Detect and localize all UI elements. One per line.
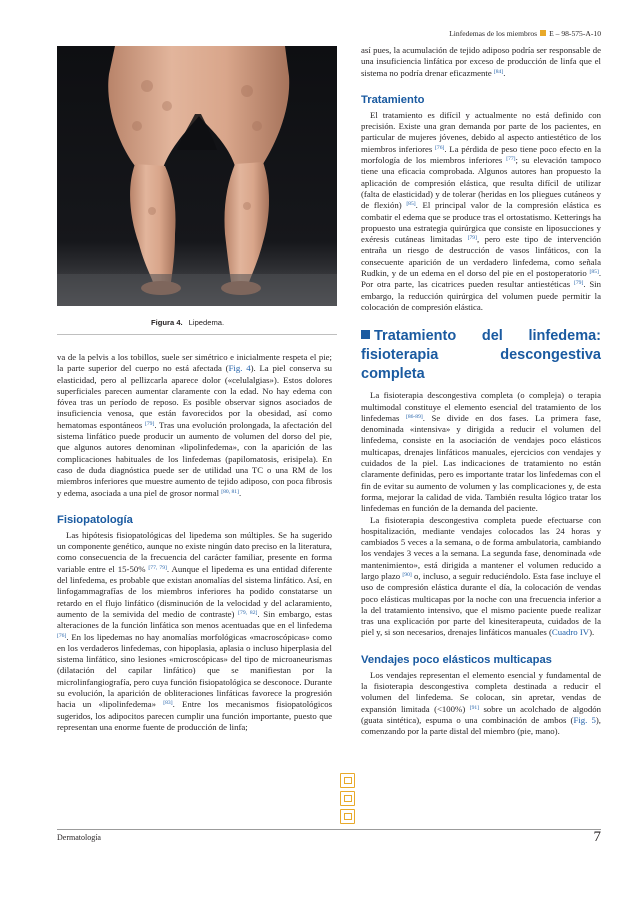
text: ; su elevación tampoco tiene una eficacia comprobada. Algunos autores han propuesto la aplicación de compresión elástica, que resulta difícil de utilizar (falta de elasticidad) y de tolerar (heridas en los pliegues cutáneos y de flexión): [361, 155, 601, 211]
legs-illustration: [57, 46, 337, 306]
reference-link[interactable]: [76]: [57, 632, 67, 639]
text: . Tras una evolución prolongada, la afectación del sistema linfático puede producir un aumento de volumen del dorso del pie, que algunos autores denominan «lipolinfedema», con la aparición de las complicaciones habituales de los linfedemas (papilomatosis, erisipela). En caso de duda diagnóstica puede ser de utilidad una TC o una RM de los miembros inferiores que muestre aumento de tejido adiposo, con poca fibrosis y edema, asociada a una piel de grosor normal: [57, 419, 332, 498]
text: Las hipótesis fisiopatológicas del lipedema son múltiples. Se ha sugerido un componente genético, aunque no existe ningún dato preciso en la literatura, como consecuencia de la frecuencia del carácter familiar, presente en forma variable entre el 15-50%: [57, 529, 332, 574]
text: . Aunque el lipedema es una entidad diferente del linfedema, es probable que existan anomalías del sistema linfático. Así, en linfogammagrafías de los miembros inferiores ha podido constatarse un retardo en el flujo linfático (disminución de la velocidad y del aclaramiento, aumento de la semivida del medio de contraste): [57, 563, 332, 619]
text: ), comenzando por la parte distal del miembro (pie, mano).: [361, 714, 601, 737]
reference-link[interactable]: [79, 82]: [238, 609, 258, 616]
figure-photo-lipedema: [57, 46, 337, 306]
reference-link[interactable]: [77]: [506, 156, 516, 163]
right-column: [361, 45, 601, 738]
document-icon[interactable]: [340, 791, 355, 806]
text: . El principal valor de la compresión elástica es combatir el edema que se produce tras el ortostatismo. Ketterings ha propuesto una estrategia quirúrgica que consiste en liposucciones y exéresis cutáneas limitadas: [361, 200, 601, 245]
text: La fisioterapia descongestiva completa (o compleja) o terapia multimodal constituye el elemento esencial del tratamiento de los linfedemas: [361, 390, 601, 423]
paragraph-lipedema-clinica: [57, 352, 332, 499]
text: . La pérdida de peso tiene poco efecto en la morfología de los miembros inferiores: [361, 143, 601, 166]
text: . Se divide en dos fases. La primera fase, denominada «intensiva» y dirigida a reducir el volumen del linfedema, consiste en la asociación de vendajes poco elásticos multicapas, drenajes linfáticos manuales, ejercicios con vendajes y cuidados de la piel. Las indicaciones de tratamiento no están claramente definidas, pero es importante tratar los linfedemas con el fin de evitar su aumento de volumen y las complicaciones y, de esta forma, mejorar la calidad de vida. También resulta lógico tratar los linfedemas en función de la demanda del paciente.: [361, 412, 601, 514]
running-head-code: E – 98-575-A-10: [549, 29, 601, 38]
paragraph-fisioterapia-fases: [361, 390, 601, 514]
text: . Sin embargo, estas alteraciones de la función linfática son menos acentuadas que en el linfedema: [57, 608, 332, 631]
left-column: [57, 352, 332, 733]
reference-link[interactable]: [90]: [402, 571, 412, 578]
text: ). La piel conserva su elasticidad, pero al pellizcarla aparece dolor («celulalgias»). Estos dolores superficiales parecen aumentar claramente con la edad. No hay edema con fóvea tras un período de reposo. Es posible observar signos asociados de insuficiencia venosa, que están favorecidos por la obesidad, así como hematomas espontáneos: [57, 363, 332, 430]
margin-icons: [340, 773, 356, 827]
heading-text: Tratamiento del linfedema: fisioterapia descongestiva completa: [361, 328, 601, 383]
footer-rule: [57, 829, 601, 830]
text: . Entre los mecanismos fisiopatológicos sugeridos, los adipocitos parecen cumplir una función importante, puesto que representan una enorme fuente de producción de linfa;: [57, 699, 332, 732]
square-bullet-icon: [361, 330, 370, 339]
text: .: [503, 67, 506, 78]
text: La fisioterapia descongestiva completa puede efectuarse con hospitalización, mediante vendajes colocados las 24 horas y cambiados 5 veces a la semana, o de forma ambulatoria, cambiando los vendajes 3 veces a la semana. La segunda fase, denominada «de mantenimiento», está dirigida a mantener el volumen reducido a largo plazo: [361, 514, 601, 581]
reference-link[interactable]: [80, 81]: [221, 488, 239, 495]
reference-link[interactable]: [79]: [144, 420, 155, 427]
text: , pero este tipo de intervención entraña un riesgo de destrucción de vasos linfáticos, con la consecuente aparición de un verdadero linfedema, como señala Rudkin, y de un edema en el dorso del pie en el postoperatorio: [361, 234, 601, 279]
paragraph-continuacion: [361, 45, 601, 79]
reference-link[interactable]: [85]: [406, 201, 416, 208]
reference-link[interactable]: [85]: [589, 269, 599, 276]
text: El tratamiento es difícil y actualmente no está definido con precisión. Existe una gran demanda por parte de los pacientes, en particular de mujeres jóvenes, debido al aspecto antiestético de los miembros inferiores: [361, 109, 601, 154]
link-cuadro-iv[interactable]: Cuadro IV: [551, 627, 590, 638]
heading-vendajes: Vendajes poco elásticos multicapas: [361, 653, 552, 666]
figure-caption: [57, 309, 337, 335]
paragraph-fisioterapia-modalidades: [361, 515, 601, 639]
footer-journal: Dermatología: [57, 833, 101, 842]
text: . Sin embargo, la reducción quirúrgica del volumen puede permitir la colocación de compresión elástica.: [361, 279, 601, 312]
page-number: 7: [593, 829, 601, 845]
reference-link[interactable]: [91]: [469, 704, 480, 711]
running-head: [360, 29, 601, 38]
text: . En los lipedemas no hay anomalías morfológicas «macroscópicas» como en los verdaderos linfedemas, con hipoplasia, aplasia o incluso hiperplasia del sistema linfático, sino lesiones «microscópicas» del tipo de microaneurismas (dilatación del capilar linfático) que se manifiestan por la microlinfangiografía, pero cuya función fisiopatológica se desconoce. Durante su evolución, la aparición de obliteraciones linfáticas favorece la progresión hacia un «lipolinfedema»: [57, 631, 332, 710]
heading-tratamiento: Tratamiento: [361, 93, 425, 106]
reference-link[interactable]: [84]: [493, 68, 504, 75]
paragraph-fisiopatologia: [57, 530, 332, 733]
text: sobre un acolchado de algodón (guata sintética), espuma o una combinación de ambos (: [361, 703, 602, 725]
text: o, incluso, a seguir reduciéndolo. Esta fase incluye el uso de compresión elástica durante el día, la colocación de vendas poco elásticas multicapas por la noche con una frecuencia inferior a la del tratamiento intensivo, que el mismo paciente puede realizar tras una explicación por parte del kinesiterapeuta, cuidados de la piel y, si son necesarios, drenajes linfáticos manuales (: [361, 570, 601, 638]
text: Los vendajes representan el elemento esencial y fundamental de la fisioterapia descongestiva completa destinada a reducir el volumen del linfedema. Se colocan, sin apretar, vendas de expansión limitada (<100%): [361, 669, 601, 714]
reference-link[interactable]: [83]: [163, 700, 173, 707]
text: así pues, la acumulación de tejido adiposo podría ser responsable de una insuficiencia linfática por exceso de producción de linfa que el sistema no podría drenar eficazmente: [361, 45, 601, 78]
text: . Por otra parte, las cicatrices pueden resultar antiestéticas: [361, 268, 601, 290]
document-icon[interactable]: [340, 809, 355, 824]
reference-link[interactable]: [76]: [435, 144, 445, 151]
text: va de la pelvis a los tobillos, suele ser simétrico e inicialmente respeta el pie; la parte superior del cuerpo no está afectada (: [57, 352, 332, 374]
heading-fisioterapia-descongestiva: [361, 327, 601, 384]
heading-fisiopatologia: Fisiopatología: [57, 513, 133, 526]
text: .: [238, 487, 242, 498]
text: ).: [589, 627, 595, 638]
reference-link[interactable]: [79]: [467, 235, 477, 242]
square-bullet-icon: [540, 30, 546, 36]
reference-link[interactable]: [86-89]: [405, 413, 423, 420]
reference-link[interactable]: [77, 79]: [148, 564, 167, 571]
paragraph-vendajes: [361, 670, 601, 738]
running-head-title: Linfedemas de los miembros: [449, 29, 538, 38]
figure-label: Figura 4.: [151, 318, 183, 327]
link-fig-4[interactable]: Fig. 4: [228, 363, 251, 374]
reference-link[interactable]: [79]: [573, 280, 584, 287]
link-fig-5[interactable]: Fig. 5: [573, 714, 596, 725]
paragraph-tratamiento: [361, 110, 601, 313]
document-icon[interactable]: [340, 773, 355, 788]
figure-caption-text: Lipedema.: [188, 318, 225, 327]
